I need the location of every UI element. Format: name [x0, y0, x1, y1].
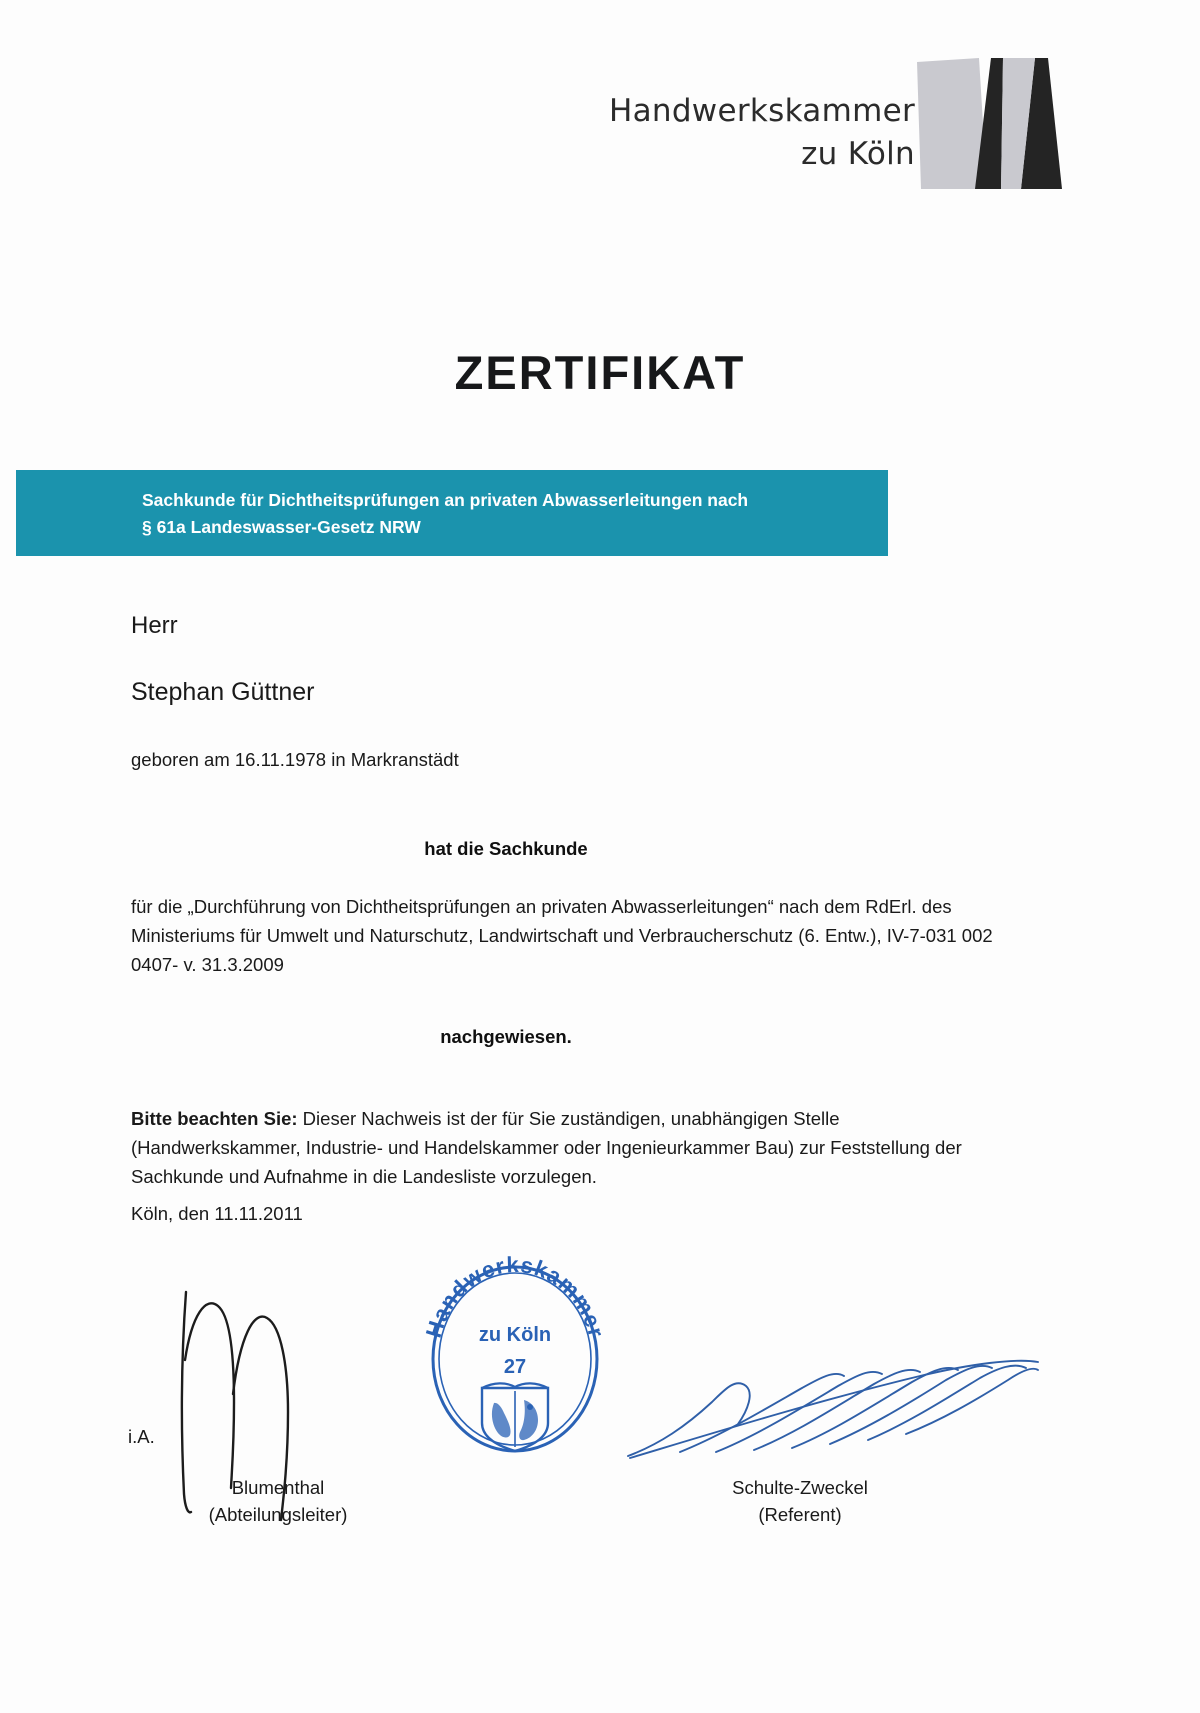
statement-opening: hat die Sachkunde [424, 838, 588, 859]
recipient-birth-line: geboren am 16.11.1978 in Markranstädt [131, 748, 459, 770]
handwerkskammer-logo-icon [917, 58, 1062, 189]
signature-right-labels [630, 1475, 970, 1529]
signature-right-role: (Referent) [758, 1503, 842, 1525]
organization-line-2: zu Köln [801, 135, 915, 172]
salutation: Herr [131, 612, 178, 639]
official-round-stamp-icon [420, 1255, 610, 1455]
stamp-arc-text: Handwerkskammer [420, 1255, 610, 1341]
subject-line-1: Sachkunde für Dichtheitsprüfungen an privaten Abwasserleitungen nach [142, 490, 749, 510]
organization-wordmark [609, 90, 915, 176]
signature-left-name: Blumenthal [231, 1477, 325, 1498]
page-title: ZERTIFIKAT [454, 346, 746, 399]
organization-line-1: Handwerkskammer [608, 93, 915, 129]
stamp-line-1: zu Köln [478, 1324, 552, 1346]
body-block [131, 838, 1011, 1191]
signature-right-name: Schulte-Zweckel [732, 1477, 868, 1498]
signature-prefix-left: i.A. [128, 1426, 155, 1447]
subject-band [16, 470, 888, 556]
statement-closing: nachgewiesen. [440, 1025, 572, 1047]
qualification-paragraph: für die „Durchführung von Dichtheitsprüfungen an privaten Abwasserleitungen“ nach dem RdErl. des Ministeriums für Umwelt und Naturschutz, Landwirtschaft und Verbraucherschutz (6. Entw.), IV-7-031 002 0407- v. 31.3.2009 [131, 896, 993, 976]
handwritten-signature-icon [620, 1340, 1040, 1475]
notice-text: Dieser Nachweis ist der für Sie zuständigen, unabhängigen Stelle (Handwerkskammer, Industrie- und Handelskammer oder Ingenieurkammer Bau) zur Feststellung der Sachkunde und Aufnahme in die Landesliste vorzulegen. [131, 1107, 962, 1188]
recipient-name: Stephan Güttner [131, 677, 315, 706]
coat-of-arms-lion-icon [482, 1383, 548, 1451]
signature-left-labels [128, 1475, 428, 1529]
notice-paragraph [131, 1104, 1011, 1192]
notice-label: Bitte beachten Sie: [131, 1107, 298, 1129]
place-and-date: Köln, den 11.11.2011 [131, 1203, 303, 1224]
signature-left-role: (Abteilungsleiter) [208, 1503, 348, 1525]
recipient-block [131, 612, 1031, 771]
subject-line-2: § 61a Landeswasser-Gesetz NRW [142, 516, 421, 537]
stamp-line-2: 27 [503, 1356, 527, 1378]
document-header [0, 28, 1200, 188]
